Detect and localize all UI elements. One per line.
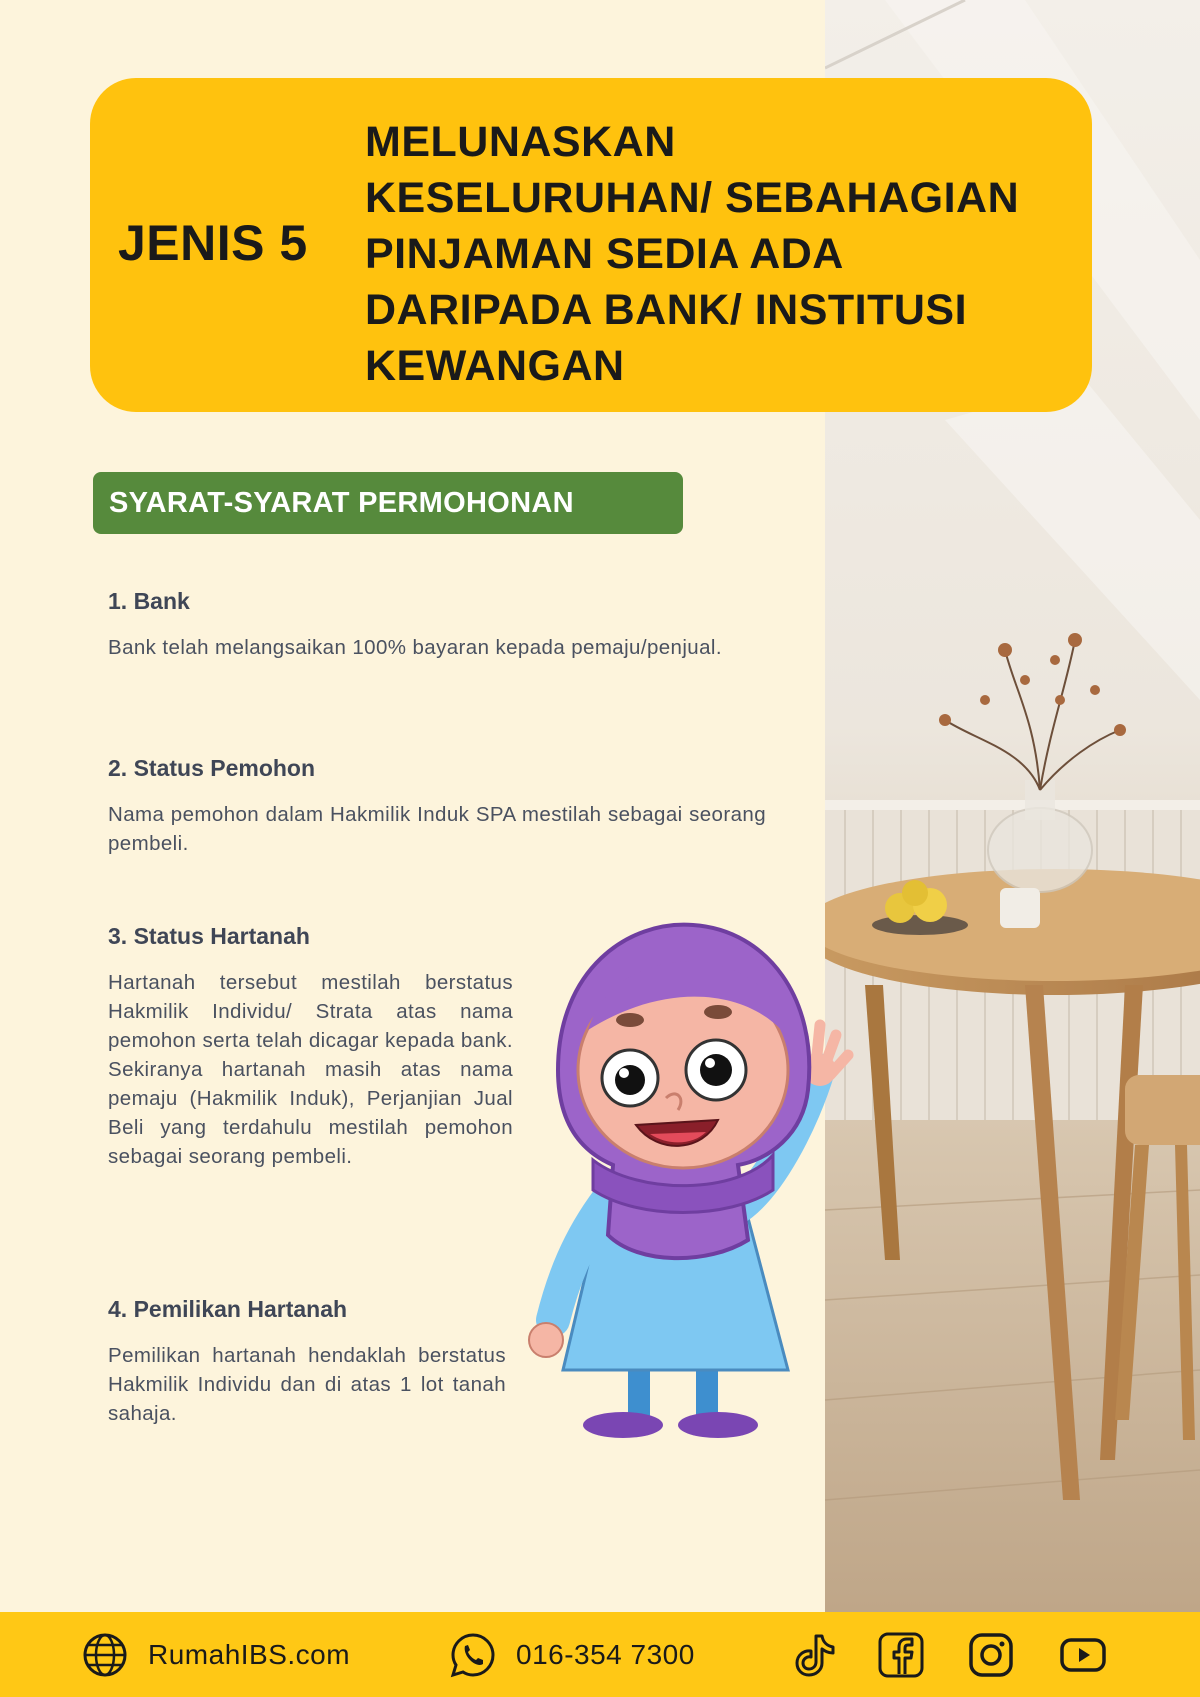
requirement-body: Nama pemohon dalam Hakmilik Induk SPA mestilah sebagai seorang pembeli. xyxy=(108,803,766,855)
website-link[interactable] xyxy=(80,1612,350,1697)
tiktok-link[interactable] xyxy=(790,1612,840,1697)
requirement-item xyxy=(108,755,766,858)
requirement-body: Pemilikan hartanah hendaklah berstatus Hakmilik Individu dan di atas 1 lot tanah sahaja. xyxy=(108,1344,506,1425)
requirement-heading: 2. Status Pemohon xyxy=(108,755,316,781)
globe-icon xyxy=(80,1630,130,1680)
section-title: SYARAT-SYARAT PERMOHONAN xyxy=(93,472,683,534)
page-title xyxy=(365,114,1085,394)
instagram-icon xyxy=(966,1630,1016,1680)
title-line: DARIPADA BANK/ INSTITUSI xyxy=(365,286,968,334)
requirement-item xyxy=(108,923,513,1171)
requirement-body: Hartanah tersebut mestilah berstatus Hakmilik Individu/ Strata atas nama pemohon serta telah dicagar kepada bank. Sekiranya hartanah masih atas nama pemaju (Hakmilik Induk), Perjanjian Jual Beli yang terdahulu mestilah pemohon sebagai seorang pembeli. xyxy=(108,971,513,1168)
title-line: KESELURUHAN/ SEBAHAGIAN xyxy=(365,174,1020,222)
facebook-icon xyxy=(876,1630,926,1680)
youtube-icon xyxy=(1058,1630,1108,1680)
requirement-heading: 4. Pemilikan Hartanah xyxy=(108,1296,348,1322)
requirement-item xyxy=(108,588,766,662)
mascot-girl-illustration xyxy=(518,920,878,1460)
phone-link[interactable] xyxy=(448,1612,695,1697)
requirement-body: Bank telah melangsaikan 100% bayaran kepada pemaju/penjual. xyxy=(108,636,722,659)
facebook-link[interactable] xyxy=(876,1612,926,1697)
requirement-heading: 3. Status Hartanah xyxy=(108,923,310,949)
instagram-link[interactable] xyxy=(966,1612,1016,1697)
requirement-item xyxy=(108,1296,506,1428)
footer-bar xyxy=(0,1612,1200,1697)
tiktok-icon xyxy=(790,1630,840,1680)
requirement-heading: 1. Bank xyxy=(108,588,190,614)
website-text: RumahIBS.com xyxy=(148,1638,351,1670)
whatsapp-icon xyxy=(448,1630,498,1680)
title-line: MELUNASKAN xyxy=(365,118,676,166)
category-label: JENIS 5 xyxy=(118,215,308,271)
phone-text: 016-354 7300 xyxy=(516,1638,695,1670)
youtube-link[interactable] xyxy=(1058,1612,1108,1697)
title-line: KEWANGAN xyxy=(365,342,625,390)
title-line: PINJAMAN SEDIA ADA xyxy=(365,230,844,278)
